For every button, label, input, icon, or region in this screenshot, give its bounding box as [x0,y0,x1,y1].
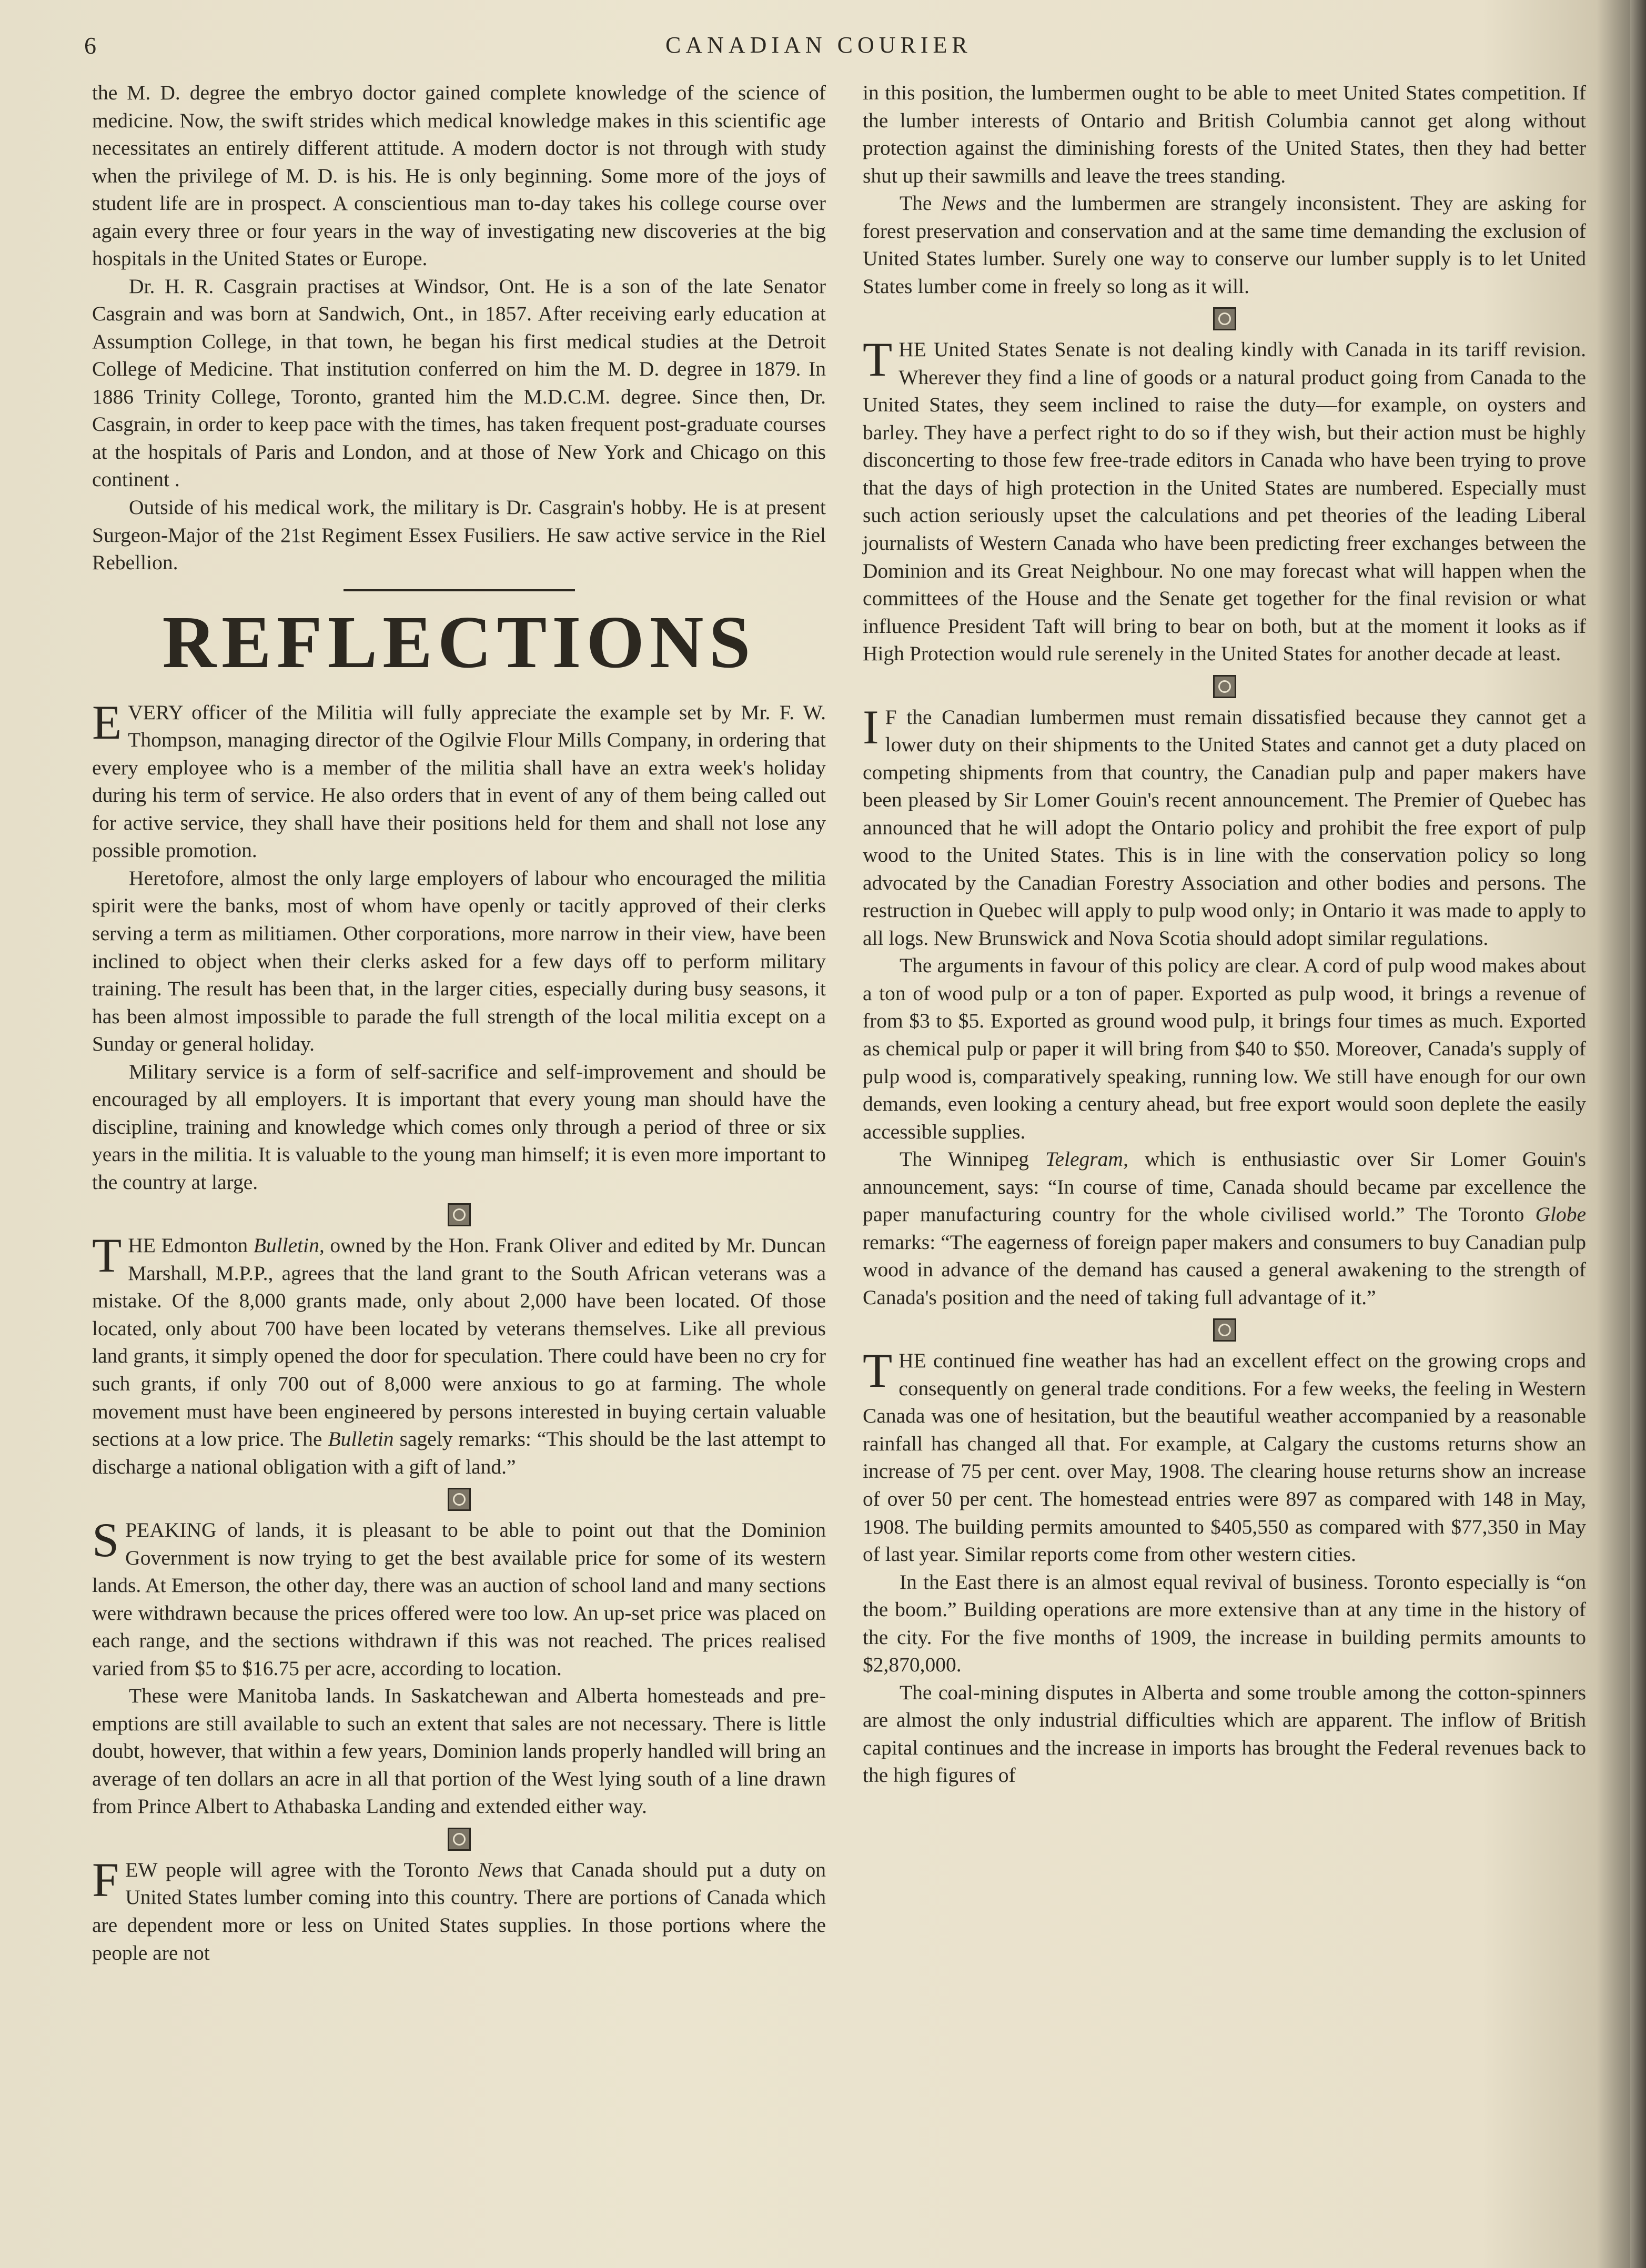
paragraph: The News and the lumbermen are strangely inconsistent. They are asking for forest preservation and conservation and at the same time demanding the exclusion of United States lumber. Surely one way to conserve our lumber supply is to let United States lumber come in freely so long as it will. [863,191,1586,298]
ornament-icon [1213,675,1236,698]
page-edge-shadow [1630,0,1646,2268]
paragraph: FEW people will agree with the Toronto News that Canada should put a duty on United States lumber coming into this country. There are portions of Canada which are dependent more or less on United States supplies. In those portions where the people are not [92,1852,826,1964]
paragraph: THE continued fine weather has had an excellent effect on the growing crops and consequently on general trade conditions. For a few weeks, the feeling in Western Canada was one of hesitation, but the beautiful weather accompanied by a reasonable rainfall has changed all that. For example, at Calgary the customs returns show an increase of 75 per cent. over May, 1908. The clearing house returns show an increase of over 50 per cent. The homestead entries were 897 as compared with 148 in May, 1908. The building permits amounted to $405,550 as compared with $77,350 in May of last year. Similar reports come from other western cities. [863,1344,1586,1566]
paragraph: These were Manitoba lands. In Saskatchewan and Alberta homesteads and pre-emptions are still available to such an extent that sales are not necessary. There is little doubt, however, that within a few years, Dominion lands properly handled will bring an average of ten dollars an acre in all that portion of the West lying south of a line drawn from Prince Albert to Athabaska Landing and extended either way. [92,1684,826,1818]
drop-cap: I [863,700,879,754]
paragraph: I F the Canadian lumbermen must remain dissatisfied because they cannot get a lower duty on their shipments to the United States and cannot get a duty placed on competing shipments from that country, the Canadian pulp and paper makers have been pleased by Sir Lomer Gouin's recent announcement. The Premier of Quebec has announced that he will adopt the Ontario policy and prohibit the free export of pulp wood to the United States. This is in line with the conservation policy so long advocated by the Canadian Forestry Association and other bodies and persons. The restruction in Quebec will apply to pulp wood only; in Ontario it was made to apply to all logs. New Brunswick and Nova Scotia should adopt similar regulations. [863,700,1586,950]
ornament-icon [448,1828,471,1851]
paragraph: in this position, the lumbermen ought to be able to meet United States competition. If the lumber interests of Ontario and British Columbia cannot get along without protection against the diminishing forests of the United States, then they had better shut up their sawmills and leave the trees standing. [863,81,1586,187]
paragraph: EVERY officer of the Militia will fully appreciate the example set by Mr. F. W. Thompson, managing director of the Ogilvie Flour Mills Company, in ordering that every employee who is a member of the militia shall have an extra week's holiday during his term of service. He also orders that in event of any of them being called out for active service, they shall have their positions held for them and shall not lose any possible promotion. [92,695,826,862]
page-number: 6 [84,32,96,59]
ornament-icon [1213,307,1236,330]
paragraph: Military service is a form of self-sacrifice and self-improvement and should be encouraged by all employers. It is important that every young man should have the discipline, training and knowledge which comes only through a period of three or six years in the militia. It is valuable to the young man himself; it is even more important to the country at large. [92,1060,826,1194]
paragraph: THE United States Senate is not dealing kindly with Canada in its tariff revision. Wherever they find a line of goods or a natural product going from Canada to the United States, they seem inclined to raise the duty—for example, on oysters and barley. They have a perfect right to do so if they wish, but their action must be highly disconcerting to those few free-trade editors in Canada who have been trying to prove that the days of high protection in the United States are numbered. Especially must such action seriously upset the calculations and pet theories of the leading Liberal journalists of Western Canada who have been predicting freer exchanges between the Dominion and its Great Neighbour. No one may forecast what will happen when the committees of the House and the Senate get together for the final revision or what influence President Taft will bring to bear on both, but at the moment it looks as if High Protection would rule serenely in the United States for another decade at least. [863,332,1586,666]
paragraph: the M. D. degree the embryo doctor gained complete knowledge of the science of medicine. Now, the swift strides which medical knowledge makes in this scientific age necessitates an entirely different attitude. A modern doctor is not through with study when the privilege of M. D. is his. He is only beginning. Some more of the joys of student life are in prospect. A conscientious man to-day takes his college course over again every three or four years in the way of investigating new discoveries at the big hospitals in the United States or Europe. [92,81,826,270]
paragraph: Outside of his medical work, the military is Dr. Casgrain's hobby. He is at present Surgeon-Major of the 21st Regiment Essex Fusiliers. He saw active service in the Riel Rebellion. [92,495,826,574]
paragraph: The coal-mining disputes in Alberta and some trouble among the cotton-spinners are almost the only industrial difficulties which are apparent. The inflow of British capital continues and the increase in imports has brought the Federal revenues back to the high figures of [863,1680,1586,1787]
paragraph: SPEAKING of lands, it is pleasant to be able to point out that the Dominion Government is now trying to get the best available price for some of its western lands. At Emerson, the other day, there was an auction of school land and many sections were withdrawn because the prices offered were too low. An up-set price was placed on each range, and the sections withdrawn if this was not reached. The prices realised varied from $5 to $16.75 per acre, according to location. [92,1513,826,1680]
drop-cap: E [92,695,122,749]
running-title: CANADIAN COURIER [665,32,972,58]
paragraph: The Winnipeg Telegram, which is enthusiastic over Sir Lomer Gouin's announcement, says: “In course of time, Canada should became par excellence the paper manufacturing country for the whole civilised world.” The Toronto Globe remarks: “The eagerness of foreign paper makers and consumers to buy Canadian pulp wood in advance of the demand has caused a general awakening to the strength of Canada's position and the need of taking full advantage of it.” [863,1147,1586,1309]
drop-cap: S [92,1513,119,1567]
ornament-icon [448,1488,471,1511]
paragraph: The arguments in favour of this policy are clear. A cord of pulp wood makes about a ton of wood pulp or a ton of paper. Exported as pulp wood, it brings a revenue of from $3 to $5. Exported as ground wood pulp, it brings four times as much. Exported as chemical pulp or paper it will bring from $40 to $50. Moreover, Canada's supply of pulp wood is, comparatively speaking, running low. We still have enough for our own demands, even looking a century ahead, but free export would soon deplete the easily accessible supplies. [863,954,1586,1143]
drop-cap: T [92,1228,122,1283]
drop-cap: F [92,1852,119,1907]
paragraph: In the East there is an almost equal revival of business. Toronto especially is “on the boom.” Building operations are more extensive than at any time in the history of the city. For the five months of 1909, the increase in building permits amounts to $2,870,000. [863,1570,1586,1677]
drop-cap: T [863,332,893,387]
divider [344,589,575,591]
ornament-icon [448,1203,471,1226]
paragraph: Dr. H. R. Casgrain practises at Windsor, Ont. He is a son of the late Senator Casgrain and was born at Sandwich, Ont., in 1857. After receiving early education at Assumption College, in that town, he began his first medical studies at the Detroit College of Medicine. That institution conferred on him the M. D. degree in 1879. In 1886 Trinity College, Toronto, granted him the M.D.C.M. degree. Since then, Dr. Casgrain, in order to keep pace with the times, has taken frequent post-graduate courses at the hospitals of Paris and London, and at those of New York and Chicago on this continent . [92,274,826,491]
drop-cap: T [863,1344,893,1398]
section-title: REFLECTIONS [162,600,756,683]
paragraph: Heretofore, almost the only large employers of labour who encouraged the militia spirit were the banks, most of whom have openly or tacitly approved of their clerks serving a term as militiamen. Other corporations, more narrow in their view, have been inclined to object when their clerks asked for a few days off to perform military training. The result has been that, in the larger cities, especially during busy seasons, it has been almost impossible to parade the full strength of the local militia except on a Sunday or general holiday. [92,866,826,1056]
left-column [92,79,826,1967]
paragraph: THE Edmonton Bulletin, owned by the Hon. Frank Oliver and edited by Mr. Duncan Marshall, M.P.P., agrees that the land grant to the South African veterans was a mistake. Of the 8,000 grants made, only about 2,000 have been located. Of those located, only about 700 have been located by veterans themselves. Like all previous land grants, it simply opened the door for speculation. There could have been no cry for such grants, if only 700 out of 8,000 were anxious to go at farming. The whole movement must have been engineered by persons interested in buying certain valuable sections at a low price. The Bulletin sagely remarks: “This should be the last attempt to discharge a national obligation with a gift of land.” [92,1228,826,1478]
ornament-icon [1213,1318,1236,1342]
right-column [863,79,1586,1789]
